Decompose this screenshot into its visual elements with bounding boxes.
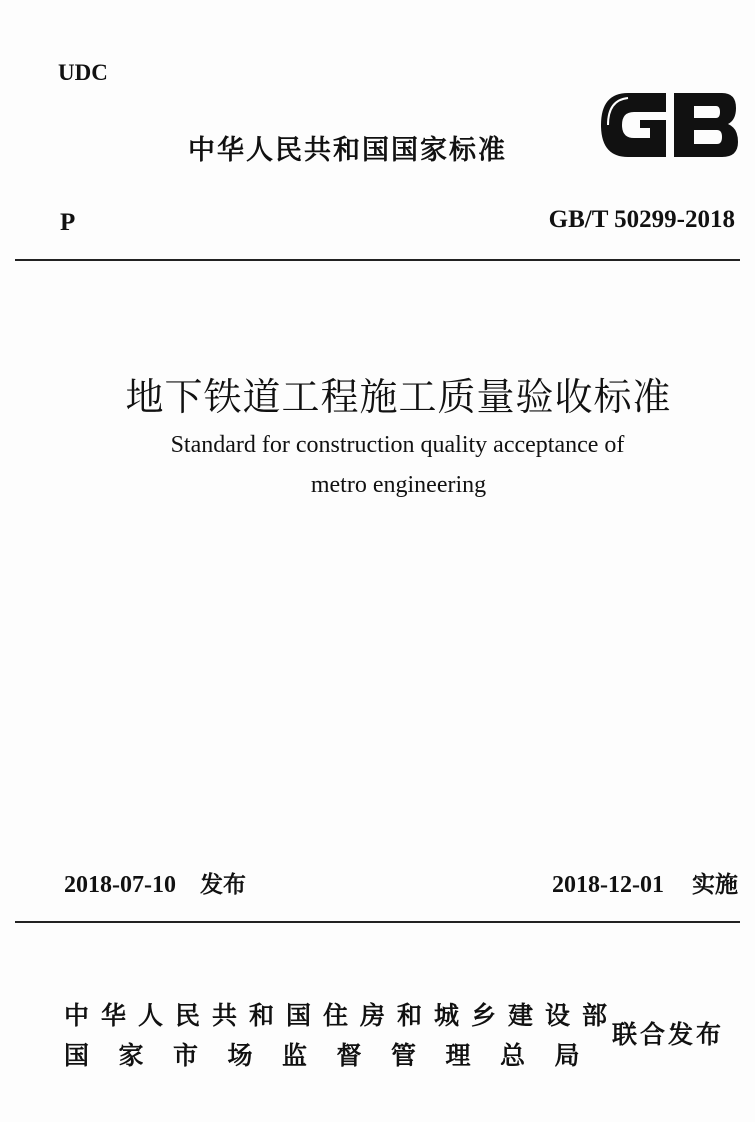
- chinese-title: 地下铁道工程施工质量验收标准: [125, 377, 672, 419]
- issuer-title: 中华人民共和国国家标准: [188, 135, 507, 166]
- issuer-line1: 中华人民共和国住房和城乡建设部: [64, 1001, 620, 1030]
- effective-date: 2018-12-01: [552, 872, 664, 898]
- udc-label: UDC: [58, 60, 108, 85]
- gb-logo: [598, 90, 740, 160]
- effective-date-group: [552, 866, 738, 899]
- footer-divider: [15, 921, 740, 923]
- issue-date: 2018-07-10: [64, 872, 176, 898]
- issue-label: 发布: [199, 872, 246, 898]
- issue-date-group: [64, 866, 246, 899]
- issuer-line2: 国家市场监督管理总局: [64, 1041, 610, 1070]
- english-title-line1: Standard for construction quality acceptance of: [170, 432, 625, 458]
- category-letter: P: [60, 209, 76, 236]
- joint-issue-label: 联合发布: [612, 1020, 725, 1049]
- effective-label: 实施: [692, 872, 738, 898]
- english-title-line2: metro engineering: [310, 472, 487, 498]
- standard-number: GB/T 50299-2018: [548, 206, 735, 233]
- header-divider: [15, 259, 740, 261]
